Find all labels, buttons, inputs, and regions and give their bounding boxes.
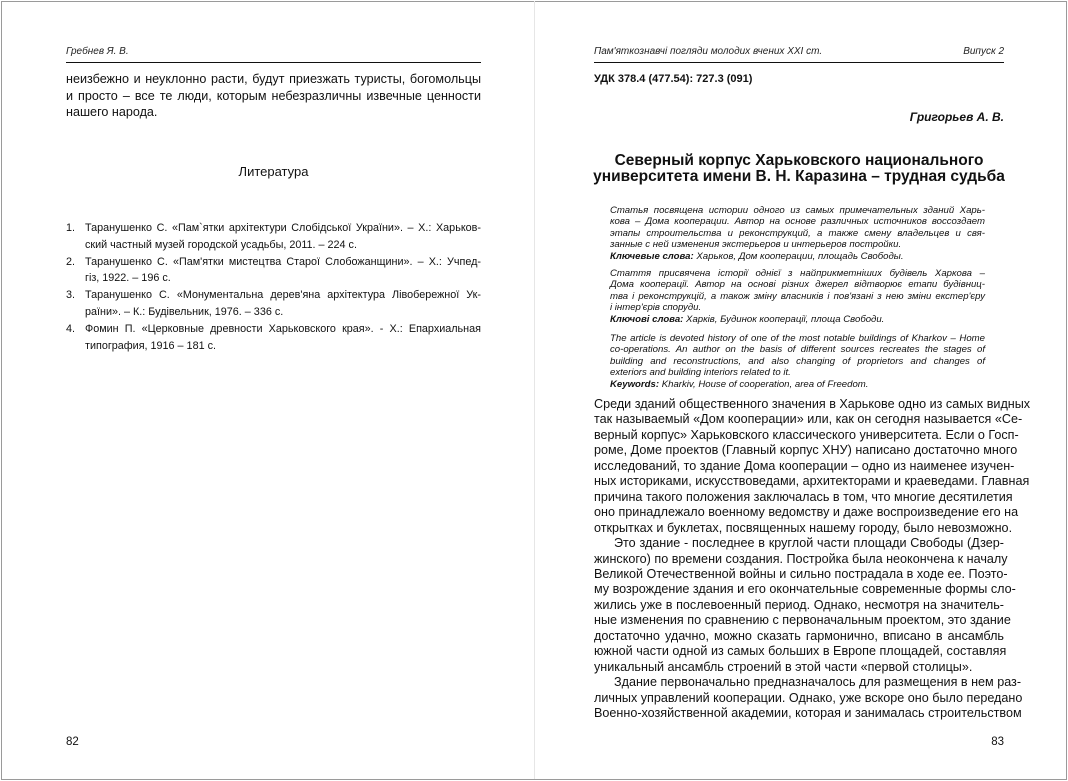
reference-item <box>66 321 481 355</box>
text-line: так называемый «Дом кооперации» или, как он сегодня называется «Се- <box>594 412 1023 427</box>
running-head-issue: Випуск 2 <box>963 46 1004 57</box>
text-line: причина такого положения заключалась в том, что многие десятилетия <box>594 489 1013 504</box>
title-line: Северный корпус Харьковского национального <box>614 152 984 169</box>
text-line: типография, 1916 – 181 с. <box>85 339 216 352</box>
reference-item <box>66 220 481 254</box>
references-heading: Литература <box>238 164 309 179</box>
keywords-text: Харків, Будинок кооперації, площа Свободи. <box>683 313 885 325</box>
text-line: ных историками, искусствоведами, архитекторами и краеведами. Главная <box>594 474 1030 489</box>
reference-number: 2. <box>66 255 76 268</box>
text-line: і інтер'єрів споруди. <box>610 302 702 314</box>
text-line: открытках и буклетах, посвященных нашему городу, было невозможно. <box>594 520 1013 535</box>
text-line: уникальный ансамбль строений в этой части «первой столицы». <box>594 659 973 674</box>
text-line: Великой Отечественной войны и сильно пострадала в ходе ее. Поэто- <box>594 566 1008 581</box>
text-line: жинского) по времени создания. Постройка была неокончена к началу <box>594 551 1008 566</box>
text-line: Среди зданий общественного значения в Харькове одно из самых видных <box>594 397 1031 411</box>
text-line: верный корпус» Харьковского классического университета. Если о Госп- <box>594 427 1019 442</box>
keywords-label: Keywords: <box>610 378 660 390</box>
text-line: Статья посвящена истории одного из самых примечательных зданий Харь- <box>610 205 985 216</box>
keywords-label: Ключові слова: <box>610 313 684 325</box>
body-paragraph <box>594 536 1016 675</box>
page-spine <box>534 1 535 779</box>
keywords-text: Харьков, Дом кооперации, площадь Свободы. <box>693 250 904 262</box>
running-head-journal: Пам'яткознавчі погляди молодих вчених XXI ст. <box>594 46 823 57</box>
text-line: нашего народа. <box>66 105 158 120</box>
text-line: гіз, 1922. – 196 с. <box>85 272 171 285</box>
continuation-text <box>66 71 481 121</box>
text-line: тва і реконструкцій, а також зміну власників і пов'язані з нею зміни екстер'єру <box>610 290 985 302</box>
text-line: co-operations. An author on the basis of different sources recreates the stages of <box>610 344 985 356</box>
keywords-line <box>610 379 985 390</box>
text-line: исследований, то здание Дома кооперации – одно из наименее изучен- <box>594 458 1015 473</box>
text-line: му возрождение здания и его окончательные современные формы сло- <box>594 582 1016 597</box>
abstract-english <box>610 333 985 390</box>
text-line: оно принадлежало военному ведомству и даже воспроизведение его на <box>594 505 1019 520</box>
abstract-ukrainian <box>610 268 985 325</box>
text-line: Фомин П. «Церковные древности Харьковского края». - Х.: Епархиальная <box>85 322 481 335</box>
article-author: Григорьев А. В. <box>909 110 1004 124</box>
reference-item <box>66 287 481 321</box>
page-number: 83 <box>991 736 1004 748</box>
text-line: неизбежно и неуклонно расти, будут приезжать туристы, богомольцы <box>66 72 481 86</box>
body-paragraph <box>594 397 1031 536</box>
text-line: достаточно удачно, можно сказать гармонично, вписано в ансамбль <box>594 628 1004 643</box>
text-line: кова – Дома кооперации. Автор на основе различных источников воссоздает <box>610 216 985 228</box>
text-line: Это здание - последнее в круглой части площади Свободы (Дзер- <box>614 536 1004 551</box>
text-line: занные с ней изменения экстерьеров и интерьеров постройки. <box>610 239 902 251</box>
article-title <box>580 153 1018 185</box>
header-rule <box>594 62 1004 63</box>
text-line: Военно-хозяйственной академии, которая и занималась строительством <box>594 706 1022 721</box>
text-line: Стаття присвячена історії однієї з найприкметніших будівель Харкова – <box>610 268 985 279</box>
page-number: 82 <box>66 736 79 748</box>
body-paragraph <box>594 675 1023 721</box>
references-list <box>66 220 481 354</box>
article-body <box>594 397 1031 722</box>
text-line: жились уже в послевоенный период. Однако, несмотря на значитель- <box>594 597 1004 612</box>
reference-number: 4. <box>66 322 76 335</box>
text-line: личных управлений кооперации. Однако, уже вскоре оно было передано <box>594 690 1023 705</box>
reference-number: 3. <box>66 289 76 302</box>
reference-number: 1. <box>66 222 76 234</box>
text-line: этапы строительства и реконструкций, а также смену владельцев и свя- <box>610 227 985 239</box>
text-line: роме, Доме проектов (Главный корпус ХНУ) написано достаточно много <box>594 443 1018 458</box>
udk-code: УДК 378.4 (477.54): 727.3 (091) <box>594 73 753 85</box>
text-line: Таранушенко С. «Пам`ятки архітектури Слобідської України». – Х.: Харьков- <box>85 222 481 234</box>
text-line: раїни». – К.: Будівельник, 1976. – 336 с. <box>85 305 284 318</box>
text-line: exteriors and building interiors related to it. <box>610 367 791 379</box>
text-line: южной части одной из самых больших в Европе площадей, составляя <box>594 644 1007 659</box>
keywords-label: Ключевые слова: <box>610 250 694 262</box>
running-head-author: Гребнев Я. В. <box>66 46 129 57</box>
keywords-text: Kharkiv, House of cooperation, area of Freedom. <box>659 378 869 390</box>
text-line: Дома кооперації. Автор на основі різних джерел відтворює етапи будівниц- <box>610 279 985 291</box>
keywords-line <box>610 251 985 262</box>
text-line: The article is devoted history of one of the most notable buildings of Kharkov – Home <box>610 333 985 344</box>
text-line: Таранушенко С. «Монументальна дерев'яна архітектура Лівобережної Ук- <box>85 289 481 302</box>
text-line: building and reconstructions, and also changing of proprietors and changes of <box>610 355 985 367</box>
text-line: ский частный музей городской усадьбы, 2011. – 224 с. <box>85 238 357 251</box>
text-line: ные изменения по сравнению с первоначальным проектом, это здание <box>594 613 1011 628</box>
header-rule <box>66 62 481 63</box>
keywords-line <box>610 314 985 325</box>
reference-item <box>66 254 481 288</box>
text-line: Здание первоначально предназначалось для размещения в нем раз- <box>614 675 1022 690</box>
text-line: Таранушенко С. «Пам'ятки мистецтва Старої Слобожанщини». – Х.: Учпед- <box>85 255 481 268</box>
title-line: университета имени В. Н. Каразина – трудная судьба <box>593 168 1005 185</box>
abstract-russian <box>610 205 985 262</box>
text-line: и просто – все те люди, которым небезразличны извечные ценности <box>66 88 481 103</box>
